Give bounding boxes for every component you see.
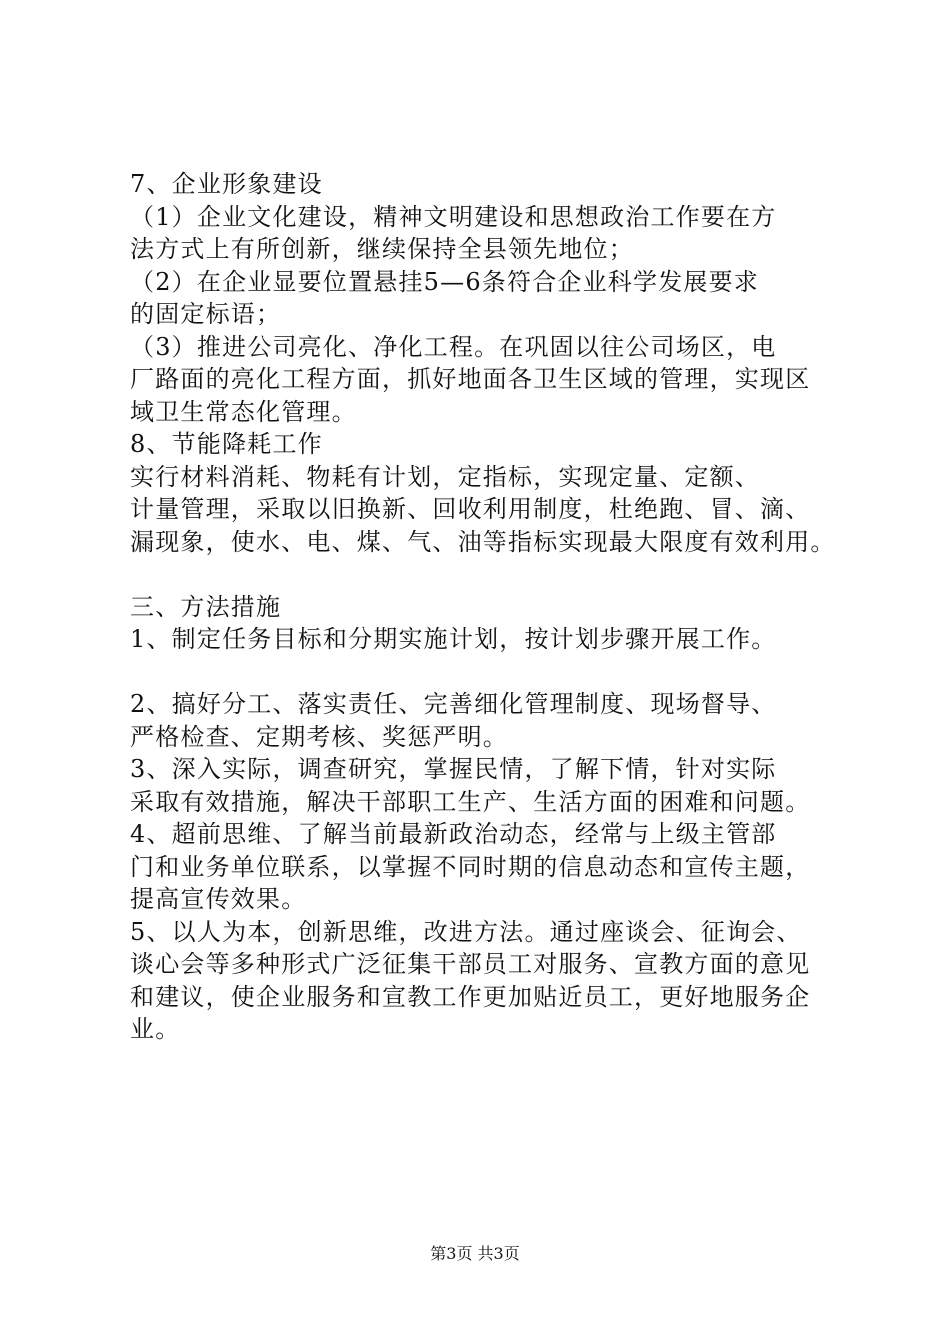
paragraph-line: 厂路面的亮化工程方面，抓好地面各卫生区域的管理，实现区: [130, 365, 811, 393]
paragraph-line: 实行材料消耗、物耗有计划，定指标，实现定量、定额、: [130, 462, 760, 491]
paragraph-line: 的固定标语；: [130, 300, 282, 328]
paragraph-line: 提高宣传效果。: [130, 885, 307, 913]
section-energy-saving: [130, 428, 840, 558]
paragraph-line: 域卫生常态化管理。: [130, 397, 357, 426]
paragraph-line: 4、超前思维、了解当前最新政治动态，经常与上级主管部: [130, 820, 777, 848]
paragraph-line: 1、制定任务目标和分期实施计划，按计划步骤开展工作。: [130, 625, 777, 653]
paragraph-line: （1）企业文化建设，精神文明建设和思想政治工作要在方: [130, 202, 777, 231]
paragraph-line: （2）在企业显要位置悬挂5—6条符合企业科学发展要求: [130, 267, 760, 296]
paragraph-line: 漏现象，使水、电、煤、气、油等指标实现最大限度有效利用。: [130, 527, 836, 556]
paragraph-line: 和建议，使企业服务和宣教工作更加贴近员工，更好地服务企: [130, 982, 811, 1011]
section-heading: 8、节能降耗工作: [130, 430, 323, 458]
page-number-footer: 第3页 共3页: [430, 1244, 520, 1263]
section-methods: [130, 591, 840, 656]
paragraph-line: 严格检查、定期考核、奖惩严明。: [130, 722, 508, 751]
paragraph-line: 2、搞好分工、落实责任、完善细化管理制度、现场督导、: [130, 690, 777, 718]
section-heading: 三、方法措施: [130, 592, 282, 621]
paragraph-line: 3、深入实际，调查研究，掌握民情，了解下情，针对实际: [130, 755, 777, 783]
paragraph-line: （3）推进公司亮化、净化工程。在巩固以往公司场区，电: [130, 332, 777, 361]
paragraph-line: 采取有效措施，解决干部职工生产、生活方面的困难和问题。: [130, 787, 811, 816]
blank-line: [130, 558, 840, 591]
paragraph-line: 业。: [130, 1015, 181, 1043]
section-method-items: [130, 688, 840, 1046]
paragraph-line: 5、以人为本，创新思维，改进方法。通过座谈会、征询会、: [130, 917, 802, 946]
paragraph-line: 法方式上有所创新，继续保持全县领先地位；: [130, 235, 634, 263]
document-body: [130, 168, 840, 1046]
paragraph-line: 谈心会等多种形式广泛征集干部员工对服务、宣教方面的意见: [130, 950, 811, 978]
paragraph-line: 门和业务单位联系，以掌握不同时期的信息动态和宣传主题，: [130, 852, 811, 881]
section-enterprise-image: [130, 168, 840, 428]
section-heading: 7、企业形象建设: [130, 170, 323, 198]
blank-line: [130, 656, 840, 689]
paragraph-line: 计量管理，采取以旧换新、回收利用制度，杜绝跑、冒、滴、: [130, 495, 811, 523]
